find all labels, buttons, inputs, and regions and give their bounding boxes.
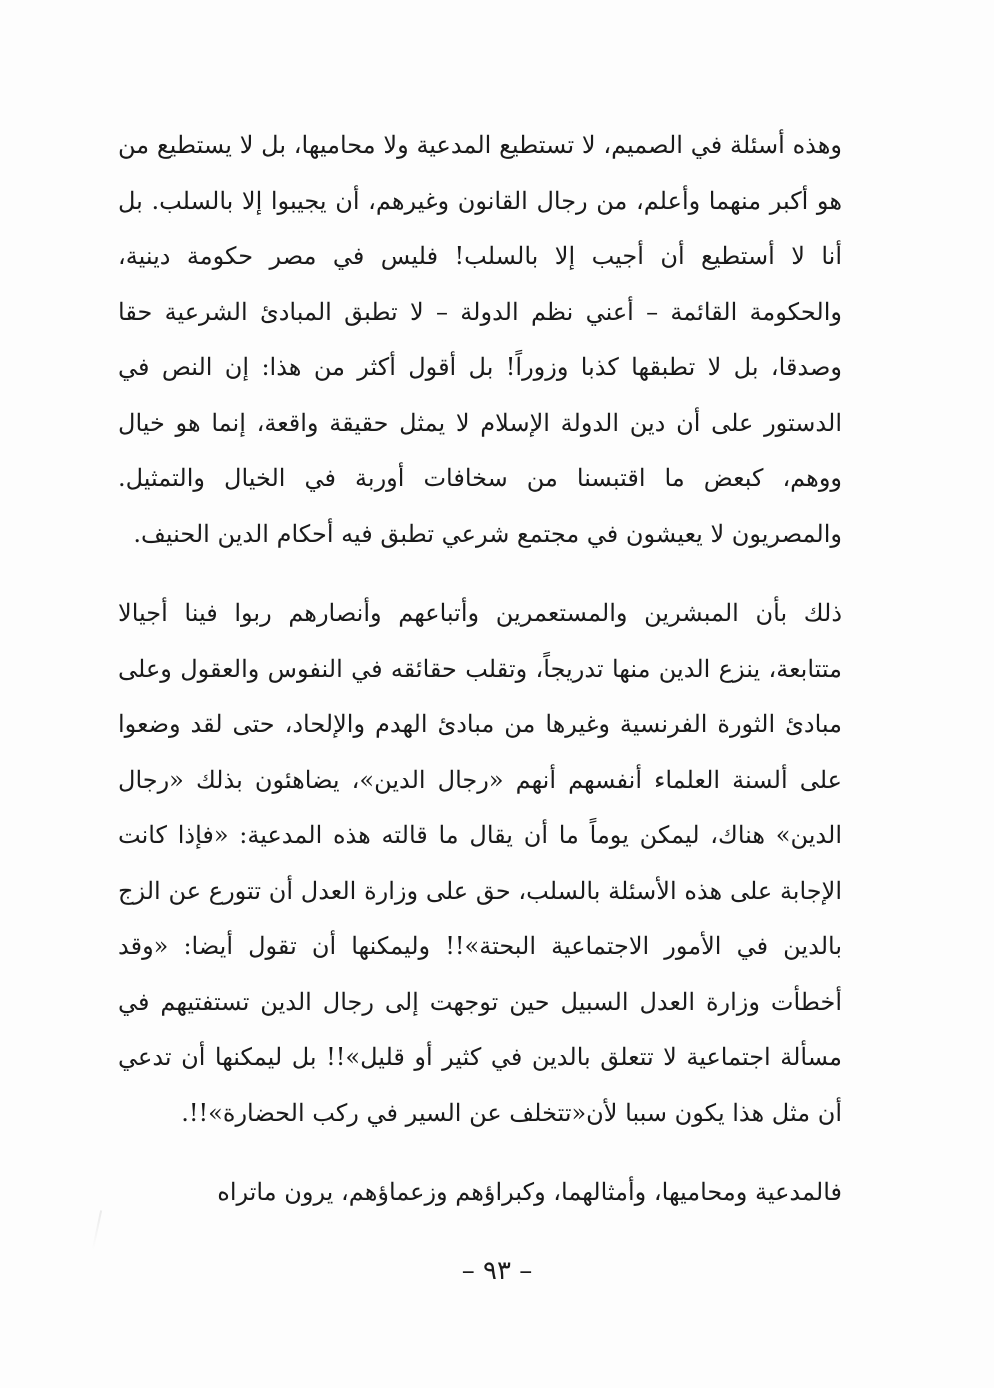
paragraph-1: وهذه أسئلة في الصميم، لا تستطيع المدعية ولا محاميها، بل لا يستطيع من هو أكبر منهما وأعلم، من رجال القانون وغيرهم، أن يجيبوا إلا بالسلب. بل أنا لا أستطيع أن أجيب إلا بالسلب! فليس في مصر حكومة دينية، والحكومة القائمة – أعني نظم الدولة – لا تطبق المبادئ الشرعية حقا وصدقا، بل لا تطبقها كذبا وزوراً! بل أقول أكثر من هذا: إن النص في الدستور على أن دين الدولة الإسلام لا يمثل حقيقة واقعة، إنما هو خيال ووهم، كبعض ما اقتبسنا من سخافات أوربة في الخيال والتمثيل. والمصريون لا يعيشون في مجتمع شرعي تطبق فيه أحكام الدين الحنيف. (118, 131, 843, 548)
page-number: – ٩٣ – (461, 1256, 533, 1286)
body-text (118, 118, 842, 1221)
paragraph-3: فالمدعية ومحاميها، وأمثالهما، وكبراؤهم وزعماؤهم، يرون ماتراه (217, 1178, 842, 1206)
scan-artifact (92, 1210, 102, 1250)
paragraph-2: ذلك بأن المبشرين والمستعمرين وأتباعهم وأنصارهم ربوا فينا أجيالا متتابعة، ينزع الدين منها تدريجاً، وتقلب حقائقه في النفوس والعقول وعلى مبادئ الثورة الفرنسية وغيرها من مبادئ الهدم والإلحاد، حتى لقد وضعوا على ألسنة العلماء أنفسهم أنهم «رجال الدين»، يضاهئون بذلك «رجال الدين» هناك، ليمكن يوماً ما أن يقال ما قالته هذه المدعية: «فإذا كانت الإجابة على هذه الأسئلة بالسلب، حق على وزارة العدل أن تتورع عن الزج بالدين في الأمور الاجتماعية البحتة»!! وليمكنها أن تقول أيضا: «وقد أخطأت وزارة العدل السبيل حين توجهت إلى رجال الدين تستفتيهم في مسألة اجتماعية لا تتعلق بالدين في كثير أو قليل»!! بل ليمكنها أن تدعي أن مثل هذا يكون سببا لأن«تتخلف عن السير في ركب الحضارة»!!. (118, 599, 842, 1127)
